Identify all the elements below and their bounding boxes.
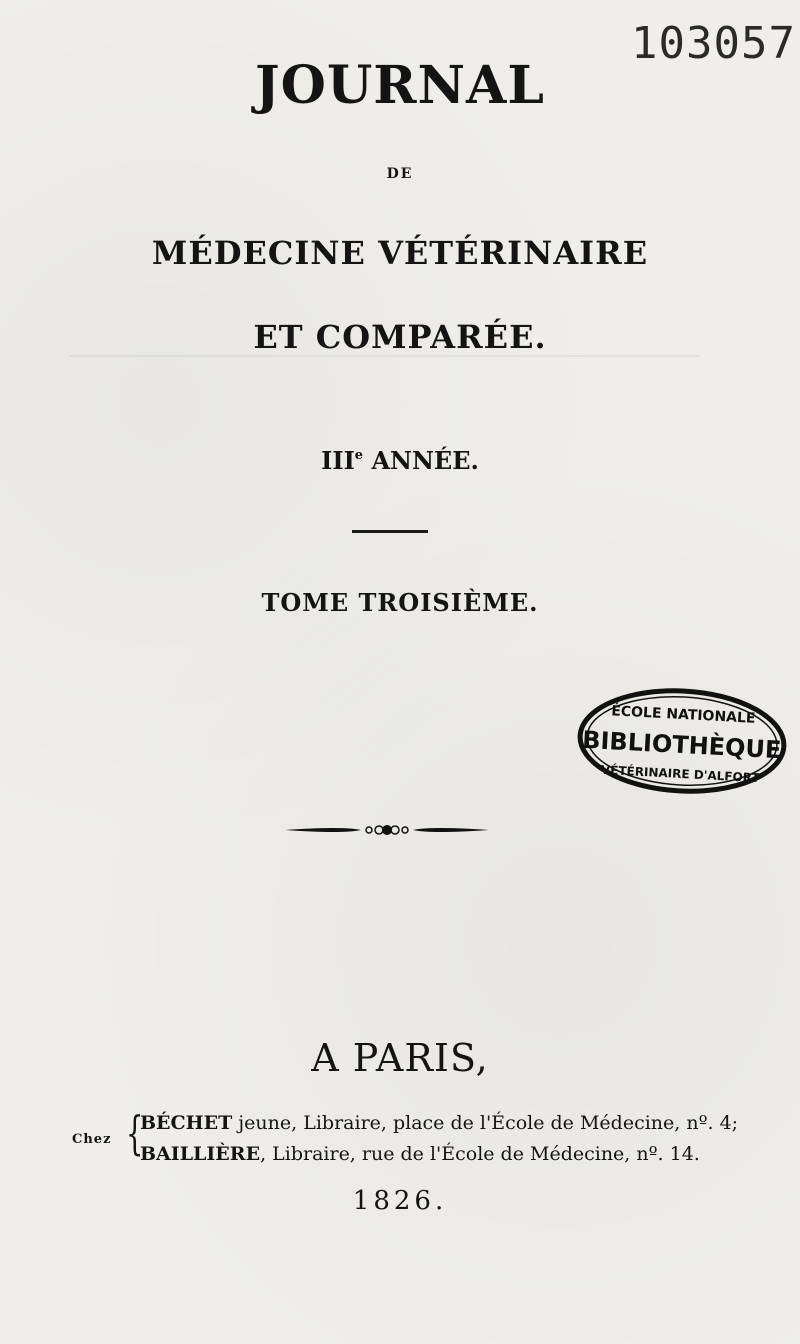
title-line-1: MÉDECINE VÉTÉRINAIRE — [151, 234, 649, 272]
stamp-top-text: ÉCOLE NATIONALE — [610, 703, 756, 727]
year-number — [0, 446, 800, 475]
ornament-divider — [283, 818, 491, 842]
volume-label: TOME TROISIÈME. — [261, 588, 539, 617]
publisher-2-name: BAILLIÈRE — [140, 1143, 261, 1165]
publisher-line-2 — [140, 1143, 700, 1165]
imprint-city: A PARIS, — [311, 1036, 489, 1080]
title-preposition: DE — [386, 166, 414, 182]
journal-title: JOURNAL — [255, 55, 545, 116]
imprint-year: 1826. — [352, 1186, 448, 1216]
library-stamp — [573, 681, 790, 802]
annee-roman: III — [321, 446, 355, 475]
stamp-bottom-text: VÉTÉRINAIRE D'ALFORT — [600, 762, 760, 786]
title-line-2: ET COMPARÉE. — [253, 318, 547, 356]
publisher-1-name: BÉCHET — [140, 1112, 233, 1134]
publisher-2-address: , Libraire, rue de l'École de Médecine, nº. 14. — [260, 1143, 700, 1165]
annee-word: ANNÉE. — [371, 446, 479, 475]
short-rule — [352, 530, 428, 533]
shelfmark-number: 103057 — [631, 18, 796, 69]
publisher-1-address: jeune, Libraire, place de l'École de Médecine, nº. 4; — [232, 1112, 739, 1134]
imprint-chez: Chez — [72, 1132, 112, 1147]
publisher-line-1 — [140, 1112, 738, 1134]
annee-suffix: e — [354, 448, 364, 463]
brace-glyph: { — [125, 1106, 144, 1160]
stamp-middle-text: BIBLIOTHÈQUE — [581, 725, 783, 765]
